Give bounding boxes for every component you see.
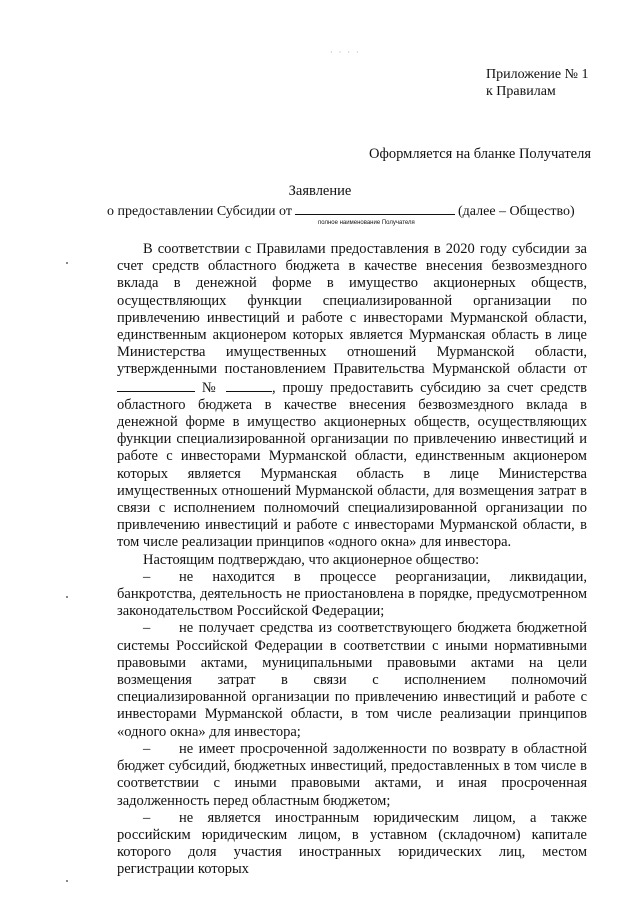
- paragraph: Настоящим подтверждаю, что акционерное общество:: [143, 551, 480, 568]
- appendix-header: [486, 66, 589, 100]
- list-item: [117, 741, 587, 810]
- list-item-text: не является иностранным юридическим лицом, а также российским юридическим лицом, в уставном (складочном) капитале которого доля участия иностранных юридических лиц, местом регистрации которых: [117, 809, 587, 878]
- resolution-date-field[interactable]: [117, 379, 195, 392]
- recipient-name-field[interactable]: [295, 202, 455, 215]
- paragraph: [117, 241, 587, 552]
- resolution-number-field[interactable]: [226, 379, 272, 392]
- appendix-reference: к Правилам: [486, 84, 556, 99]
- appendix-number: Приложение № 1: [486, 67, 589, 82]
- document-title: Заявление: [288, 183, 352, 199]
- document-subtitle: [107, 202, 575, 220]
- recipient-name-caption: полное наименование Получателя: [318, 220, 415, 226]
- number-sign: №: [201, 379, 220, 396]
- list-marker: –: [143, 809, 151, 826]
- document-body: [117, 241, 587, 879]
- list-item: [117, 569, 587, 621]
- list-item-text: не находится в процессе реорганизации, ликвидации, банкротства, деятельность не приостановлена в порядке, предусмотренном законодательством Российской Федерации;: [117, 568, 587, 620]
- list-item-text: не имеет просроченной задолженности по возврату в областной бюджет субсидий, бюджетных инвестиций, предоставленных в том числе в соответствии с иными правовыми актами, и иная просроченная задолженность перед областным бюджетом;: [117, 740, 587, 809]
- paragraph-text: В соответствии с Правилами предоставления в 2020 году субсидии за счет средств областного бюджета в качестве внесения безвозмездного вклада в денежной форме в имущество акционерных обществ, осуществляющих функции специализированной организации по привлечению инвестиций и работе с инвесторами Мурманской области, единственным акционером которых является Мурманская область в лице Министерства имущественных отношений Мурманской области, утвержденными постановлением Правительства Мурманской области от: [117, 241, 587, 378]
- subtitle-suffix: (далее – Общество): [458, 204, 575, 219]
- list-marker: –: [143, 568, 151, 585]
- list-marker: –: [143, 740, 151, 757]
- scan-artifact: · · · ·: [330, 48, 361, 57]
- list-item: [117, 620, 587, 740]
- scan-artifact: [66, 262, 68, 264]
- paragraph-text: , прошу предоставить субсидию за счет средств областного бюджета в качестве внесения безвозмездного вклада в денежной форме в имущество акционерных обществ, осуществляющих функции специализированной организации по привлечению инвестиций и работе с инвесторами Мурманской области, единственным акционером которых является Мурманская область в лице Министерства имущественных отношений Мурманской области, для возмещения затрат в связи с исполнением полномочий специализированной организации по привлечению инвестиций и работе с инвесторами Мурманской области, в том числе реализации принципов «одного окна» для инвестора.: [117, 379, 587, 551]
- scan-artifact: [66, 880, 68, 882]
- list-item-text: не получает средства из соответствующего бюджета бюджетной системы Российской Федерации в соответствии с иными нормативными правовыми актами, муниципальными правовыми актами на цели возмещения затрат в связи с исполнением полномочий специализированной организации по привлечению инвестиций и работе с инвесторами Мурманской области, в том числе реализации принципов «одного окна» для инвестора;: [117, 620, 587, 740]
- scan-artifact: [66, 596, 68, 598]
- letterhead-note: Оформляется на бланке Получателя: [369, 146, 591, 162]
- subtitle-prefix: о предоставлении Субсидии от: [107, 204, 292, 219]
- list-item: [117, 810, 587, 879]
- list-marker: –: [143, 620, 151, 637]
